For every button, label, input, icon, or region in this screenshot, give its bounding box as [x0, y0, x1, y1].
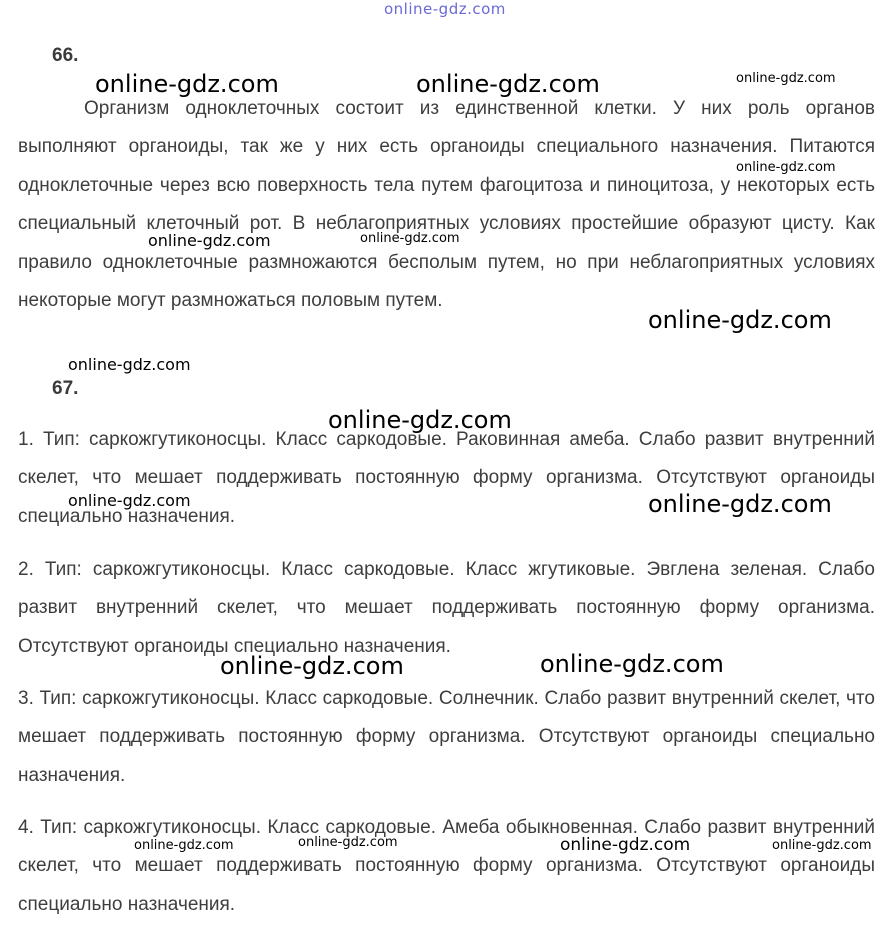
watermark: online-gdz.com: [298, 835, 398, 850]
watermark: online-gdz.com: [648, 490, 832, 518]
section-67-item-2: 2. Тип: саркожгутиконосцы. Класс саркодовые. Класс жгутиковые. Эвглена зеленая. Слабо развит внутренний скелет, что мешает поддерживать постоянную форму организма. Отсутствуют органоиды специально назначения.: [18, 559, 875, 657]
section-number-67: 67.: [52, 378, 79, 399]
watermark: online-gdz.com: [148, 231, 271, 250]
watermark: online-gdz.com: [560, 835, 691, 855]
watermark: online-gdz.com: [220, 652, 404, 680]
watermark: online-gdz.com: [360, 231, 460, 246]
site-header-link[interactable]: online-gdz.com: [384, 0, 506, 18]
watermark: online-gdz.com: [736, 71, 836, 86]
section-number-66: 66.: [52, 45, 79, 66]
section-67-item-4: 4. Тип: саркожгутиконосцы. Класс саркодовые. Амеба обыкновенная. Слабо развит внутренний скелет, что мешает поддерживать постоянную форму организма. Отсутствуют органоиды специально назначения.: [18, 817, 875, 915]
watermark: online-gdz.com: [648, 306, 832, 334]
watermark: online-gdz.com: [68, 491, 191, 510]
section-67-item-1: 1. Тип: саркожгутиконосцы. Класс саркодовые. Раковинная амеба. Слабо развит внутренний скелет, что мешает поддерживать постоянную форму организма. Отсутствуют органоиды специально назначения.: [18, 429, 875, 527]
section-67-item-3: 3. Тип: саркожгутиконосцы. Класс саркодовые. Солнечник. Слабо развит внутренний скелет, что мешает поддерживать постоянную форму организма. Отсутствуют органоиды специально назначения.: [18, 688, 875, 786]
watermark: online-gdz.com: [328, 406, 512, 434]
watermark: online-gdz.com: [95, 70, 279, 98]
watermark: online-gdz.com: [416, 70, 600, 98]
watermark: online-gdz.com: [772, 838, 872, 853]
watermark: online-gdz.com: [68, 355, 191, 374]
watermark: online-gdz.com: [134, 838, 234, 853]
watermark: online-gdz.com: [540, 650, 724, 678]
watermark: online-gdz.com: [736, 160, 836, 175]
section-66-text: Организм одноклеточных состоит из единственной клетки. У них роль органов выполняют органоиды, так же у них есть органоиды специального назначения. Питаются одноклеточные через всю поверхность тела путем фагоцитоза и пиноцитоза, у некоторых есть специальный клеточный рот. В неблагоприятных условиях простейшие образуют цисту. Как правило одноклеточные размножаются бесполым путем, но при неблагоприятных условиях некоторые могут размножаться половым путем.: [18, 98, 875, 312]
